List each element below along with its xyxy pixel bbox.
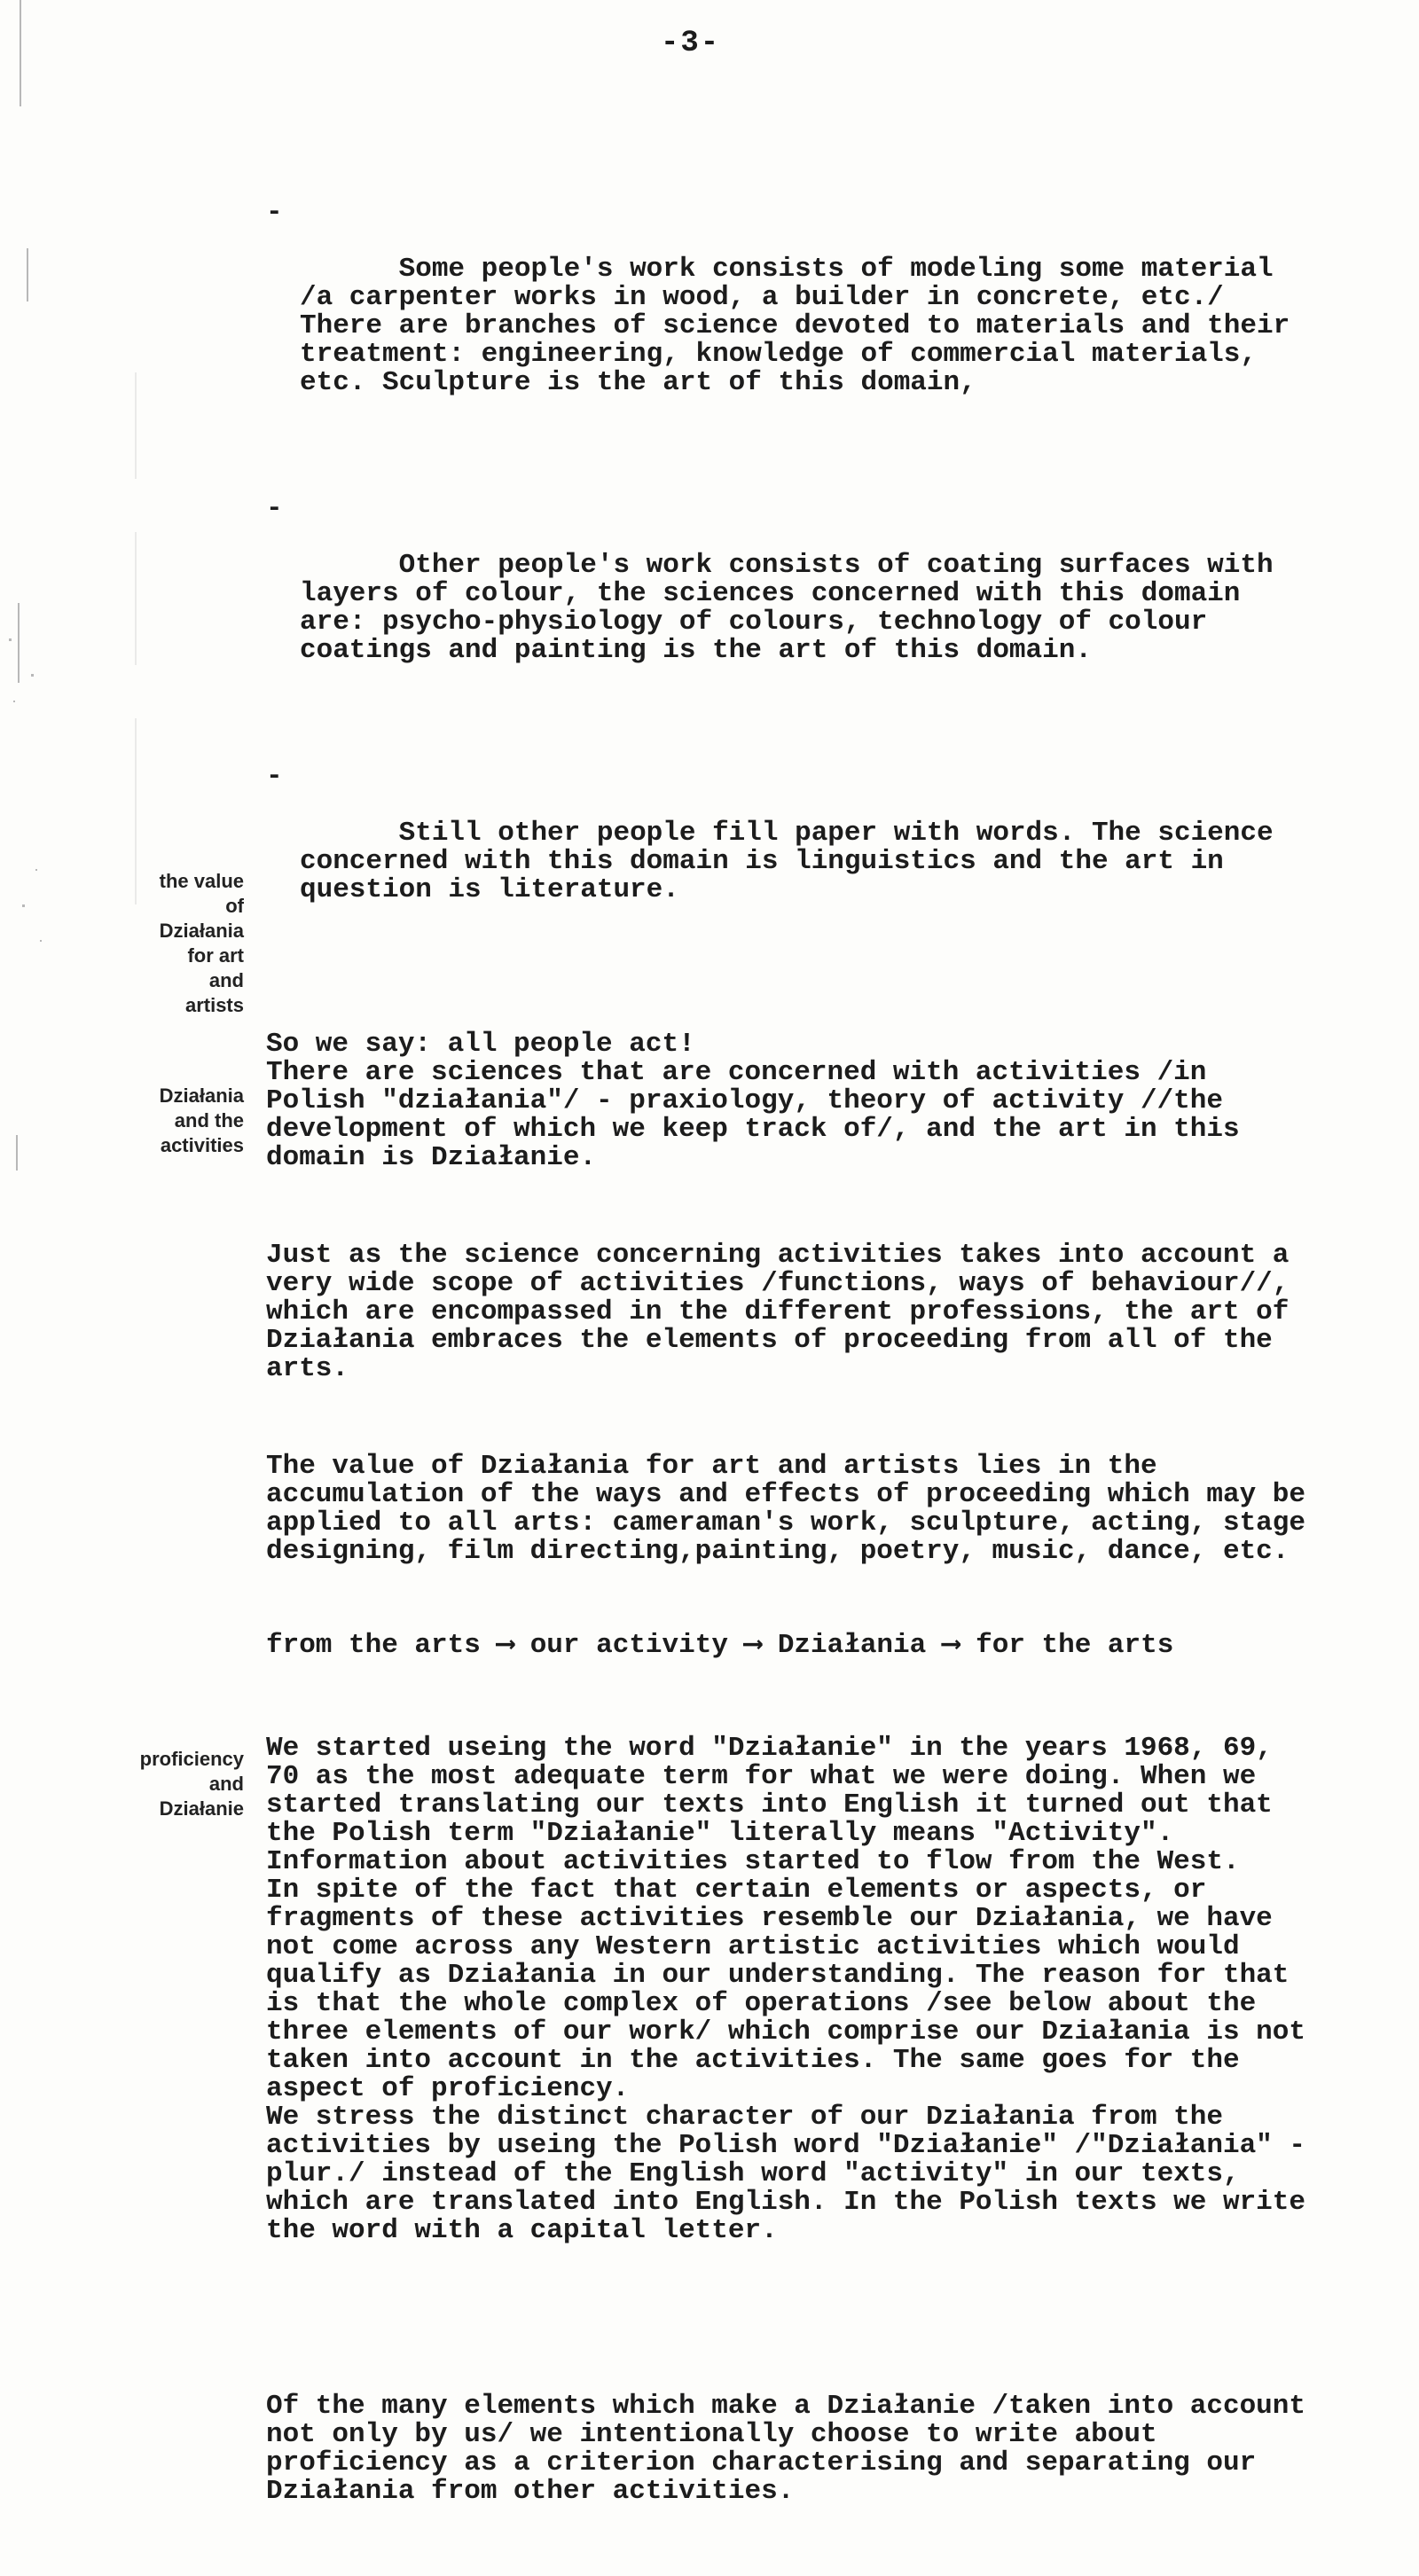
bullet-text: Other people's work consists of coating surfaces with layers of colour, the sciences concerned with this domain are: psycho-physiology of colours, technology of colour coatings and painting is the art of this domain. bbox=[300, 550, 1290, 666]
bullet-dash-icon: - bbox=[266, 197, 283, 228]
bullet-item bbox=[266, 763, 1313, 933]
bullet-item bbox=[266, 495, 1313, 693]
body-column bbox=[266, 142, 1322, 2575]
margin-label-proficiency: proficiency and Działanie bbox=[139, 1748, 244, 1820]
bullet-dash-icon: - bbox=[266, 493, 283, 524]
bullet-text: Some people's work consists of modeling some material /a carpenter works in wood, a builder in concrete, etc./ There are branches of science devoted to materials and their treatment: engineering, knowledge of commercial materials, etc. Sculpture is the art of this domain, bbox=[300, 254, 1306, 398]
paragraph-science-of-activities: Just as the science concerning activities takes into account a very wide scope of activities /functions, ways of behaviour//, which are encompassed in the different professions, the art of Działania embraces the elements of proceeding from all of the arts. bbox=[266, 1240, 1305, 1384]
paragraph-proficiency: Of the many elements which make a Działanie /taken into account not only by us/ we intentionally choose to write about proficiency as a criterion characterising and separating our Działania from other activities. bbox=[266, 2391, 1322, 2507]
paragraph-all-people-act: So we say: all people act! There are sciences that are concerned with activities /in Polish "działania"/ - praxiology, theory of activity //the development of which we keep track of/, and the art in this domain is Działanie. bbox=[266, 1029, 1240, 1173]
page-number: -3- bbox=[661, 27, 721, 60]
bullet-text: Still other people fill paper with words. The science concerned with this domain is linguistics and the art in question is literature. bbox=[300, 818, 1290, 905]
margin-label-value: the value of Działania for art and artists bbox=[159, 870, 244, 1016]
scan-margin-line bbox=[135, 372, 137, 904]
bullet-item bbox=[266, 199, 1313, 426]
spacer bbox=[266, 2314, 1313, 2336]
paragraph-dzialania-and-activities: We started useing the word "Działanie" in the years 1968, 69, 70 as the most adequate term for what we were doing. When we started translating our texts into English it turned out that the Polish term "Działanie" literally means "Activity". Information about activities started to flow from the West. In spite of the fact that certain elements or aspects, or fragments of these activities resemble our Działania, we have not come across any Western artistic activities which would qualify as Działania in our understanding. The reason for that is that the whole complex of operations /see below about the three elements of our work/ which comprise our Działania is not taken into account in the activities. The same goes for the aspect of proficiency. We stress the distinct character of our Działania from the activities by useing the Polish word "Działanie" /"Działania" - plur./ instead of the English word "activity" in our texts, which are translated into English. In the Polish texts we write the word with a capital letter. bbox=[266, 1733, 1305, 2246]
scan-edge-artifacts bbox=[0, 0, 62, 2006]
paragraph-value-of-dzialania: The value of Działania for art and artists lies in the accumulation of the ways and effects of proceeding which may be applied to all arts: cameraman's work, sculpture, acting, stage designing, film directing,painting, poetry, music, dance, etc. bbox=[266, 1451, 1322, 1567]
margin-label-activities: Działania and the activities bbox=[159, 1084, 244, 1156]
arts-flow-line: from the arts ⟶ our activity ⟶ Działania ⟶ for the arts bbox=[266, 1630, 1174, 1661]
bullet-dash-icon: - bbox=[266, 761, 283, 792]
